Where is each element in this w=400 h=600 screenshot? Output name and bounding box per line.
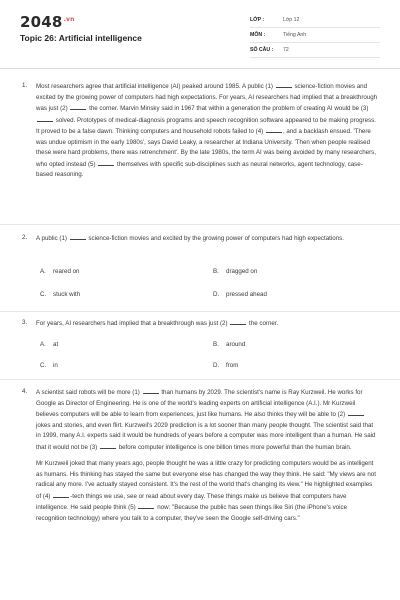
text-segment: the corner. Marvin Minsky said in 1967 that within a generation the problem of creating AI would be (3)	[89, 105, 369, 112]
text-segment: Most researchers agree that artificial intelligence (AI) peaked around 1985. A public (1)	[36, 83, 273, 90]
option-text: at	[53, 341, 59, 348]
option-text: dragged on	[226, 268, 258, 275]
logo-suffix: .vn	[63, 16, 75, 23]
option-letter: B.	[213, 341, 219, 348]
text-segment: than humans by 2029. The scientist's name is Ray Kurzweil. He works for Google as Director of Engineering. He is one of the world's leading experts on artificial intelligence (A.I.). Mr Kurzweil believes computers will be able to learn from experiences, just like humans. He also thinks they will be able to (2)	[36, 389, 363, 418]
question-text	[36, 318, 378, 330]
text-segment: A public (1)	[36, 235, 67, 242]
question-text	[36, 81, 378, 181]
blank-5	[98, 159, 114, 166]
option-letter: C.	[40, 291, 47, 298]
logo-text: 2048	[20, 13, 63, 31]
option-b[interactable]	[213, 268, 257, 275]
text-segment: now: "Because the public has seen things like Siri (the iPhone's voice recognition technology) where you talk to a computer, they've seen the Google self-driving cars."	[36, 504, 348, 522]
option-letter: A.	[40, 268, 46, 275]
text-segment: A scientist said robots will be more (1)	[36, 389, 140, 396]
option-letter: B.	[213, 268, 219, 275]
meta-key: MÔN :	[250, 32, 266, 38]
meta-value: Tiếng Anh	[283, 32, 307, 38]
passage-paragraph	[36, 387, 378, 453]
question-4	[22, 387, 378, 524]
section-divider	[0, 311, 400, 312]
question-number: 2.	[22, 234, 28, 241]
blank-1	[70, 233, 86, 240]
section-divider	[0, 379, 400, 380]
blank-2	[70, 103, 86, 110]
text-segment: the corner.	[249, 320, 279, 327]
meta-row-class	[250, 13, 380, 28]
option-text: stuck with	[53, 291, 81, 298]
option-letter: C.	[40, 362, 47, 369]
text-segment: science-fiction movies and excited by the growing power of computers had high expectations. For years, AI researchers had implied that a breakthrough was just (2)	[36, 83, 378, 112]
text-segment: solved. Prototypes of medical-diagnosis programs and speech recognition software appeared to be making progress. It proved to be a false dawn. Thinking computers and household robots failed to (4)	[36, 116, 376, 135]
question-1	[22, 81, 378, 181]
option-letter: A.	[40, 341, 46, 348]
blank-2	[230, 318, 246, 325]
option-text: around	[226, 341, 246, 348]
text-segment: jokes and stories, and even flirt. Kurzweil's 2029 prediction is a lot sooner than many people thought. The scientist said that in 1999, many A.I. experts said it would be hundreds of years before a computer was more intelligent than a human. He said that it would not be (3)	[36, 421, 376, 451]
option-b[interactable]	[213, 341, 245, 348]
question-number: 3.	[22, 319, 28, 326]
option-letter: D.	[213, 362, 220, 369]
blank-3	[100, 442, 116, 449]
text-segment: themselves with specific sub-disciplines such as neural networks, agent technology, case-based reasoning.	[36, 160, 363, 178]
question-3	[22, 318, 378, 330]
option-a[interactable]	[40, 341, 58, 348]
option-c[interactable]	[40, 291, 80, 298]
question-text	[36, 233, 378, 245]
header-divider	[0, 68, 400, 69]
option-text: in	[53, 362, 58, 369]
meta-key: SỐ CÂU :	[250, 47, 274, 53]
meta-value: Lớp 12	[283, 17, 300, 23]
question-number: 4.	[22, 388, 28, 395]
option-text: pressed ahead	[226, 291, 267, 298]
site-logo[interactable]	[20, 13, 75, 31]
text-segment: , and a backlash ensued. 'There was undue optimism in the early 1980s', says David Leaky, a researcher at Indiana University. 'Then when people realised these were hard problems, there was retrenchment'. By the late 1980s, the term AI was being avoided by many researchers, who opted instead (5)	[36, 128, 376, 168]
text-segment: Mr Kurzweil joked that many years ago, people thought he was a little crazy for predicting computers would be as intelligent as humans. His thinking has stayed the same but everyone else has changed the way they think. He said: "My views are not radical any more. I've actually stayed consistent. It's the rest of the world that's changing its view." He highlighted examples of (4)	[36, 460, 376, 500]
option-text: reared on	[53, 268, 80, 275]
option-letter: D.	[213, 291, 220, 298]
text-segment: science-fiction movies and excited by the growing power of computers had high expectations.	[88, 235, 344, 242]
page-header	[0, 0, 400, 65]
blank-1	[276, 81, 292, 88]
meta-table	[250, 13, 380, 58]
meta-row-count	[250, 43, 380, 58]
passage-paragraph	[36, 459, 378, 524]
meta-row-subject	[250, 28, 380, 43]
text-segment: before computer intelligence is one billion times more powerful than the human brain.	[118, 443, 352, 451]
question-number: 1.	[22, 82, 28, 89]
text-segment: -tech things we use, see or read about every day. These things make us believe that computers have intelligence. He said people think (5)	[36, 492, 347, 511]
meta-value: 72	[283, 47, 289, 53]
blank-1	[143, 387, 159, 394]
blank-2	[348, 409, 364, 416]
text-segment: For years, AI researchers had implied that a breakthrough was just (2)	[36, 320, 228, 327]
option-d[interactable]	[213, 291, 267, 298]
option-text: from	[226, 362, 239, 369]
question-text	[36, 387, 378, 524]
option-c[interactable]	[40, 362, 58, 369]
blank-4	[266, 126, 282, 133]
question-2	[22, 233, 378, 245]
topic-title: Topic 26: Artificial intelligence	[20, 33, 142, 43]
option-a[interactable]	[40, 268, 80, 275]
section-divider	[0, 224, 400, 225]
blank-4	[53, 491, 69, 498]
option-d[interactable]	[213, 362, 238, 369]
meta-key: LỚP :	[250, 17, 265, 23]
blank-5	[138, 502, 154, 509]
blank-3	[37, 115, 53, 122]
